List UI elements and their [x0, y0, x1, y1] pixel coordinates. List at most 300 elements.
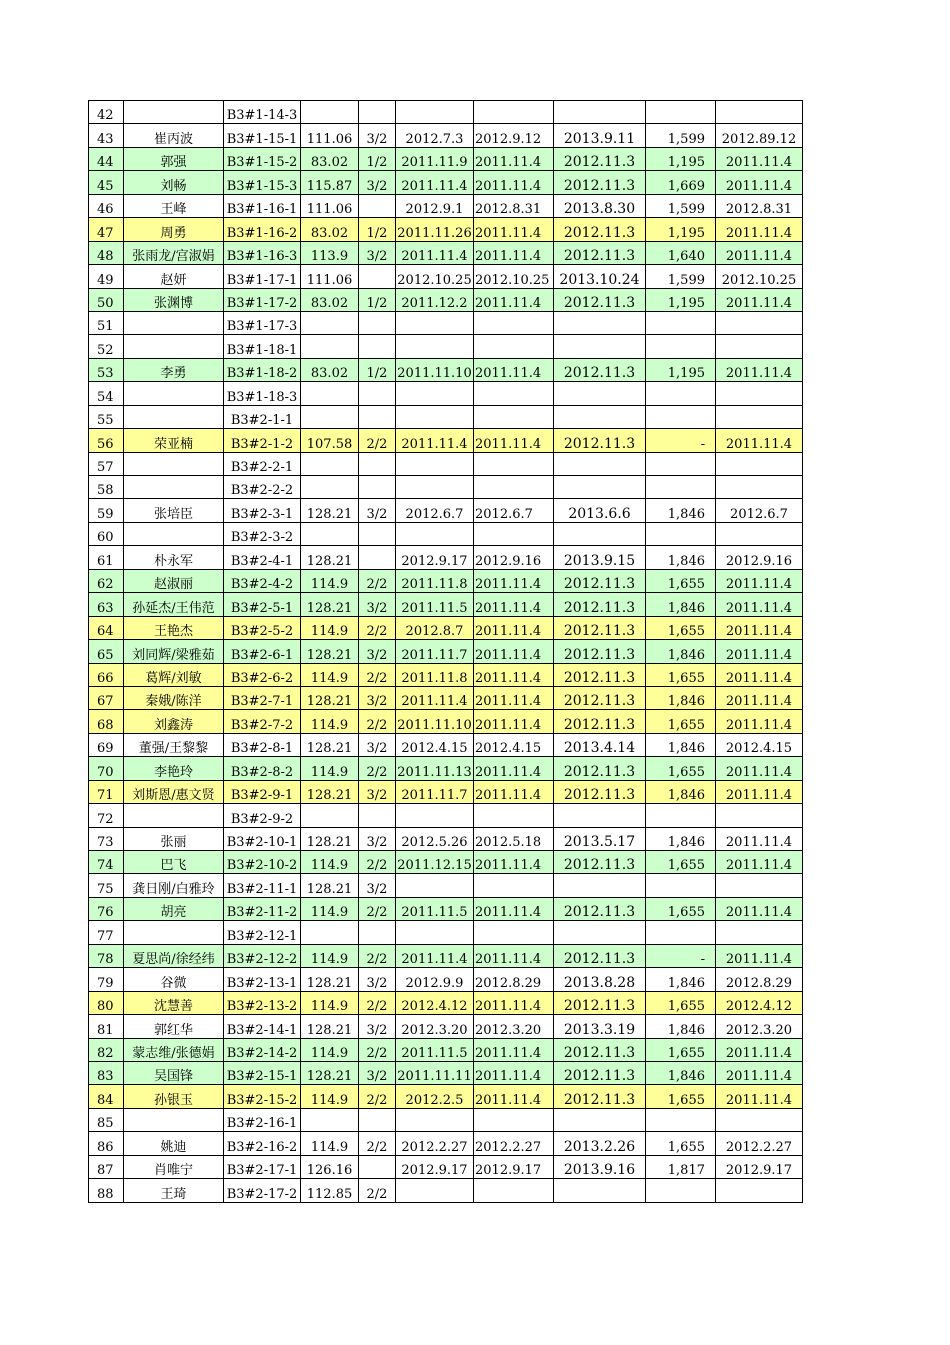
cell-date-from[interactable] [474, 452, 554, 475]
cell-area-value[interactable]: 115.87 [301, 171, 359, 194]
cell-amount[interactable]: 1,655 [646, 710, 716, 733]
cell-row-number[interactable]: 84 [89, 1085, 124, 1108]
cell-date-to[interactable]: 2012.11.3 [554, 663, 646, 686]
cell-date-from[interactable]: 2011.11.4 [474, 593, 554, 616]
cell-amount[interactable] [646, 921, 716, 944]
cell-date-to[interactable]: 2012.11.3 [554, 757, 646, 780]
cell-date-to[interactable]: 2012.11.3 [554, 686, 646, 709]
cell-amount[interactable]: - [646, 944, 716, 967]
cell-resident-name[interactable]: 刘畅 [124, 171, 224, 194]
cell-resident-name[interactable] [124, 921, 224, 944]
cell-date-from[interactable] [474, 311, 554, 334]
cell-date-start[interactable]: 2011.11.11 [396, 1061, 474, 1084]
cell-date-to[interactable]: 2012.11.3 [554, 429, 646, 452]
cell-date-from[interactable] [474, 476, 554, 499]
cell-date-start[interactable]: 2012.7.3 [396, 124, 474, 147]
cell-unit-number[interactable]: B3#2-2-2 [224, 476, 301, 499]
cell-area-value[interactable]: 128.21 [301, 968, 359, 991]
cell-room-type[interactable]: 2/2 [359, 991, 396, 1014]
cell-date-to[interactable]: 2013.9.16 [554, 1155, 646, 1178]
cell-date-last[interactable]: 2012.4.15 [716, 733, 803, 756]
cell-date-to[interactable]: 2012.11.3 [554, 1085, 646, 1108]
cell-unit-number[interactable]: B3#2-16-2 [224, 1132, 301, 1155]
cell-area-value[interactable]: 114.9 [301, 851, 359, 874]
cell-row-number[interactable]: 60 [89, 522, 124, 545]
cell-date-to[interactable]: 2013.3.19 [554, 1015, 646, 1038]
cell-unit-number[interactable]: B3#2-10-1 [224, 827, 301, 850]
cell-area-value[interactable]: 83.02 [301, 147, 359, 170]
cell-room-type[interactable]: 1/2 [359, 218, 396, 241]
cell-date-last[interactable]: 2011.11.4 [716, 710, 803, 733]
cell-amount[interactable] [646, 101, 716, 124]
cell-date-start[interactable]: 2012.9.9 [396, 968, 474, 991]
cell-area-value[interactable] [301, 405, 359, 428]
cell-amount[interactable]: 1,846 [646, 780, 716, 803]
cell-area-value[interactable]: 128.21 [301, 546, 359, 569]
cell-date-last[interactable]: 2012.4.12 [716, 991, 803, 1014]
cell-room-type[interactable] [359, 405, 396, 428]
cell-row-number[interactable]: 47 [89, 218, 124, 241]
cell-amount[interactable] [646, 452, 716, 475]
cell-unit-number[interactable]: B3#1-14-3 [224, 101, 301, 124]
cell-amount[interactable]: 1,846 [646, 546, 716, 569]
cell-date-from[interactable]: 2011.11.4 [474, 241, 554, 264]
cell-room-type[interactable]: 2/2 [359, 616, 396, 639]
cell-area-value[interactable]: 128.21 [301, 499, 359, 522]
cell-date-from[interactable] [474, 921, 554, 944]
cell-row-number[interactable]: 78 [89, 944, 124, 967]
cell-resident-name[interactable]: 王艳杰 [124, 616, 224, 639]
cell-row-number[interactable]: 55 [89, 405, 124, 428]
cell-amount[interactable]: 1,846 [646, 499, 716, 522]
cell-date-last[interactable]: 2011.11.4 [716, 593, 803, 616]
cell-area-value[interactable]: 113.9 [301, 241, 359, 264]
cell-resident-name[interactable]: 秦娥/陈洋 [124, 686, 224, 709]
cell-room-type[interactable]: 1/2 [359, 147, 396, 170]
cell-room-type[interactable]: 3/2 [359, 780, 396, 803]
cell-row-number[interactable]: 43 [89, 124, 124, 147]
cell-date-last[interactable]: 2012.10.25 [716, 265, 803, 288]
cell-resident-name[interactable]: 孙银玉 [124, 1085, 224, 1108]
cell-unit-number[interactable]: B3#2-11-1 [224, 874, 301, 897]
cell-area-value[interactable]: 114.9 [301, 991, 359, 1014]
cell-date-last[interactable] [716, 452, 803, 475]
cell-date-last[interactable] [716, 1179, 803, 1202]
cell-amount[interactable]: 1,655 [646, 897, 716, 920]
cell-date-last[interactable]: 2012.89.12 [716, 124, 803, 147]
cell-unit-number[interactable]: B3#2-1-2 [224, 429, 301, 452]
cell-date-last[interactable]: 2011.11.4 [716, 827, 803, 850]
cell-date-start[interactable]: 2011.12.2 [396, 288, 474, 311]
cell-date-start[interactable] [396, 804, 474, 827]
cell-area-value[interactable]: 111.06 [301, 124, 359, 147]
cell-resident-name[interactable] [124, 405, 224, 428]
cell-room-type[interactable] [359, 311, 396, 334]
cell-unit-number[interactable]: B3#2-9-1 [224, 780, 301, 803]
cell-row-number[interactable]: 56 [89, 429, 124, 452]
cell-area-value[interactable]: 107.58 [301, 429, 359, 452]
cell-amount[interactable] [646, 522, 716, 545]
cell-area-value[interactable]: 111.06 [301, 265, 359, 288]
cell-unit-number[interactable]: B3#2-15-2 [224, 1085, 301, 1108]
cell-amount[interactable]: 1,655 [646, 757, 716, 780]
cell-date-from[interactable]: 2011.11.4 [474, 1038, 554, 1061]
cell-area-value[interactable]: 128.21 [301, 686, 359, 709]
cell-resident-name[interactable] [124, 522, 224, 545]
cell-date-to[interactable] [554, 101, 646, 124]
cell-date-from[interactable] [474, 382, 554, 405]
cell-row-number[interactable]: 62 [89, 569, 124, 592]
cell-date-from[interactable] [474, 1108, 554, 1131]
cell-room-type[interactable]: 3/2 [359, 640, 396, 663]
cell-date-start[interactable]: 2012.9.17 [396, 546, 474, 569]
cell-unit-number[interactable]: B3#2-11-2 [224, 897, 301, 920]
cell-date-last[interactable] [716, 405, 803, 428]
cell-amount[interactable]: 1,846 [646, 686, 716, 709]
cell-date-start[interactable]: 2012.8.7 [396, 616, 474, 639]
cell-resident-name[interactable]: 巴飞 [124, 851, 224, 874]
cell-unit-number[interactable]: B3#1-15-3 [224, 171, 301, 194]
cell-date-start[interactable] [396, 921, 474, 944]
cell-amount[interactable]: 1,195 [646, 288, 716, 311]
cell-date-from[interactable]: 2011.11.4 [474, 686, 554, 709]
cell-room-type[interactable]: 3/2 [359, 827, 396, 850]
cell-date-from[interactable]: 2012.2.27 [474, 1132, 554, 1155]
cell-date-start[interactable]: 2011.11.9 [396, 147, 474, 170]
cell-date-from[interactable]: 2011.11.4 [474, 640, 554, 663]
cell-area-value[interactable]: 83.02 [301, 288, 359, 311]
cell-resident-name[interactable] [124, 382, 224, 405]
cell-date-to[interactable]: 2012.11.3 [554, 241, 646, 264]
cell-room-type[interactable]: 1/2 [359, 358, 396, 381]
cell-resident-name[interactable]: 李勇 [124, 358, 224, 381]
cell-date-from[interactable] [474, 405, 554, 428]
cell-date-to[interactable]: 2012.11.3 [554, 710, 646, 733]
cell-date-to[interactable]: 2012.11.3 [554, 897, 646, 920]
cell-date-start[interactable]: 2011.11.4 [396, 429, 474, 452]
cell-room-type[interactable] [359, 476, 396, 499]
cell-date-last[interactable] [716, 522, 803, 545]
cell-date-last[interactable]: 2011.11.4 [716, 288, 803, 311]
cell-amount[interactable]: 1,846 [646, 827, 716, 850]
cell-amount[interactable]: 1,655 [646, 1132, 716, 1155]
cell-area-value[interactable]: 114.9 [301, 569, 359, 592]
cell-resident-name[interactable] [124, 476, 224, 499]
cell-date-last[interactable]: 2011.11.4 [716, 241, 803, 264]
cell-room-type[interactable]: 2/2 [359, 851, 396, 874]
cell-date-start[interactable]: 2011.11.4 [396, 686, 474, 709]
cell-resident-name[interactable]: 刘斯恩/惠文贤 [124, 780, 224, 803]
cell-amount[interactable] [646, 874, 716, 897]
cell-area-value[interactable]: 128.21 [301, 733, 359, 756]
cell-date-to[interactable]: 2012.11.3 [554, 358, 646, 381]
cell-date-last[interactable]: 2011.11.4 [716, 640, 803, 663]
cell-unit-number[interactable]: B3#2-6-2 [224, 663, 301, 686]
cell-row-number[interactable]: 65 [89, 640, 124, 663]
cell-amount[interactable]: 1,655 [646, 616, 716, 639]
cell-date-to[interactable]: 2013.8.30 [554, 194, 646, 217]
cell-room-type[interactable] [359, 194, 396, 217]
cell-room-type[interactable]: 2/2 [359, 1132, 396, 1155]
cell-resident-name[interactable]: 董强/王黎黎 [124, 733, 224, 756]
cell-unit-number[interactable]: B3#2-3-2 [224, 522, 301, 545]
cell-room-type[interactable]: 2/2 [359, 1038, 396, 1061]
cell-date-last[interactable]: 2011.11.4 [716, 663, 803, 686]
cell-row-number[interactable]: 52 [89, 335, 124, 358]
cell-unit-number[interactable]: B3#1-16-2 [224, 218, 301, 241]
cell-date-from[interactable]: 2012.8.29 [474, 968, 554, 991]
cell-date-from[interactable]: 2011.11.4 [474, 429, 554, 452]
cell-date-start[interactable] [396, 1108, 474, 1131]
cell-date-last[interactable]: 2011.11.4 [716, 429, 803, 452]
cell-unit-number[interactable]: B3#2-4-2 [224, 569, 301, 592]
cell-amount[interactable]: 1,846 [646, 593, 716, 616]
cell-date-to[interactable]: 2013.6.6 [554, 499, 646, 522]
cell-resident-name[interactable]: 夏思尚/徐经纬 [124, 944, 224, 967]
cell-room-type[interactable] [359, 804, 396, 827]
cell-unit-number[interactable]: B3#1-16-1 [224, 194, 301, 217]
cell-row-number[interactable]: 85 [89, 1108, 124, 1131]
cell-amount[interactable]: 1,195 [646, 218, 716, 241]
cell-unit-number[interactable]: B3#2-7-2 [224, 710, 301, 733]
cell-amount[interactable]: 1,655 [646, 1038, 716, 1061]
cell-unit-number[interactable]: B3#2-16-1 [224, 1108, 301, 1131]
cell-date-last[interactable]: 2011.11.4 [716, 780, 803, 803]
cell-amount[interactable]: 1,599 [646, 124, 716, 147]
cell-resident-name[interactable]: 刘鑫涛 [124, 710, 224, 733]
cell-resident-name[interactable]: 荣亚楠 [124, 429, 224, 452]
cell-date-from[interactable]: 2011.11.4 [474, 897, 554, 920]
cell-unit-number[interactable]: B3#2-5-1 [224, 593, 301, 616]
cell-area-value[interactable] [301, 921, 359, 944]
cell-date-start[interactable]: 2012.2.27 [396, 1132, 474, 1155]
cell-resident-name[interactable] [124, 335, 224, 358]
cell-amount[interactable] [646, 476, 716, 499]
cell-date-last[interactable] [716, 101, 803, 124]
cell-row-number[interactable]: 68 [89, 710, 124, 733]
cell-date-from[interactable]: 2012.9.16 [474, 546, 554, 569]
cell-date-start[interactable]: 2012.3.20 [396, 1015, 474, 1038]
cell-amount[interactable]: 1,655 [646, 851, 716, 874]
cell-row-number[interactable]: 82 [89, 1038, 124, 1061]
cell-amount[interactable] [646, 335, 716, 358]
cell-date-start[interactable] [396, 452, 474, 475]
cell-date-start[interactable] [396, 1179, 474, 1202]
cell-amount[interactable]: 1,846 [646, 968, 716, 991]
cell-date-start[interactable] [396, 311, 474, 334]
cell-unit-number[interactable]: B3#2-14-1 [224, 1015, 301, 1038]
cell-area-value[interactable]: 128.21 [301, 640, 359, 663]
cell-unit-number[interactable]: B3#2-14-2 [224, 1038, 301, 1061]
cell-unit-number[interactable]: B3#1-18-1 [224, 335, 301, 358]
cell-date-to[interactable] [554, 921, 646, 944]
cell-amount[interactable]: 1,655 [646, 663, 716, 686]
cell-row-number[interactable]: 49 [89, 265, 124, 288]
cell-date-last[interactable] [716, 1108, 803, 1131]
cell-room-type[interactable]: 2/2 [359, 663, 396, 686]
cell-date-start[interactable]: 2011.11.10 [396, 358, 474, 381]
cell-date-to[interactable]: 2012.11.3 [554, 1038, 646, 1061]
cell-date-start[interactable] [396, 101, 474, 124]
cell-unit-number[interactable]: B3#1-18-3 [224, 382, 301, 405]
cell-date-start[interactable] [396, 476, 474, 499]
cell-date-from[interactable]: 2011.11.4 [474, 780, 554, 803]
cell-area-value[interactable]: 112.85 [301, 1179, 359, 1202]
cell-date-to[interactable] [554, 382, 646, 405]
cell-date-last[interactable]: 2011.11.4 [716, 757, 803, 780]
cell-room-type[interactable]: 3/2 [359, 593, 396, 616]
cell-row-number[interactable]: 63 [89, 593, 124, 616]
cell-room-type[interactable] [359, 101, 396, 124]
cell-amount[interactable] [646, 1179, 716, 1202]
cell-unit-number[interactable]: B3#1-18-2 [224, 358, 301, 381]
cell-area-value[interactable] [301, 335, 359, 358]
cell-amount[interactable]: 1,655 [646, 991, 716, 1014]
cell-area-value[interactable] [301, 311, 359, 334]
cell-amount[interactable]: 1,817 [646, 1155, 716, 1178]
cell-date-to[interactable]: 2012.11.3 [554, 218, 646, 241]
cell-unit-number[interactable]: B3#2-8-1 [224, 733, 301, 756]
cell-amount[interactable]: 1,655 [646, 569, 716, 592]
cell-room-type[interactable]: 3/2 [359, 686, 396, 709]
cell-area-value[interactable] [301, 804, 359, 827]
cell-area-value[interactable] [301, 382, 359, 405]
cell-date-to[interactable]: 2012.11.3 [554, 851, 646, 874]
cell-date-last[interactable]: 2011.11.4 [716, 358, 803, 381]
cell-date-last[interactable]: 2011.11.4 [716, 218, 803, 241]
cell-amount[interactable] [646, 804, 716, 827]
cell-row-number[interactable]: 64 [89, 616, 124, 639]
cell-date-from[interactable]: 2012.5.18 [474, 827, 554, 850]
cell-date-to[interactable]: 2013.4.14 [554, 733, 646, 756]
cell-date-to[interactable] [554, 522, 646, 545]
cell-room-type[interactable]: 2/2 [359, 1179, 396, 1202]
cell-date-start[interactable] [396, 382, 474, 405]
cell-date-start[interactable]: 2011.11.4 [396, 241, 474, 264]
cell-date-from[interactable]: 2011.11.4 [474, 663, 554, 686]
cell-date-last[interactable]: 2011.11.4 [716, 851, 803, 874]
cell-date-start[interactable]: 2012.4.12 [396, 991, 474, 1014]
cell-date-from[interactable]: 2012.4.15 [474, 733, 554, 756]
cell-row-number[interactable]: 54 [89, 382, 124, 405]
cell-date-from[interactable]: 2011.11.4 [474, 1061, 554, 1084]
cell-unit-number[interactable]: B3#2-2-1 [224, 452, 301, 475]
cell-area-value[interactable] [301, 522, 359, 545]
cell-date-start[interactable]: 2011.11.4 [396, 944, 474, 967]
cell-date-last[interactable] [716, 335, 803, 358]
cell-date-start[interactable]: 2011.11.5 [396, 593, 474, 616]
cell-room-type[interactable]: 3/2 [359, 241, 396, 264]
cell-date-last[interactable]: 2011.11.4 [716, 944, 803, 967]
cell-date-last[interactable]: 2011.11.4 [716, 147, 803, 170]
cell-area-value[interactable]: 114.9 [301, 1132, 359, 1155]
cell-date-to[interactable] [554, 405, 646, 428]
cell-date-last[interactable]: 2011.11.4 [716, 1061, 803, 1084]
cell-date-last[interactable] [716, 804, 803, 827]
cell-date-from[interactable]: 2012.10.25 [474, 265, 554, 288]
cell-amount[interactable]: 1,599 [646, 265, 716, 288]
cell-date-start[interactable]: 2011.11.8 [396, 569, 474, 592]
cell-room-type[interactable] [359, 1155, 396, 1178]
cell-date-start[interactable]: 2012.2.5 [396, 1085, 474, 1108]
cell-date-last[interactable]: 2011.11.4 [716, 616, 803, 639]
cell-date-last[interactable]: 2012.6.7 [716, 499, 803, 522]
cell-date-to[interactable]: 2012.11.3 [554, 640, 646, 663]
cell-room-type[interactable]: 1/2 [359, 288, 396, 311]
cell-resident-name[interactable]: 葛辉/刘敏 [124, 663, 224, 686]
cell-date-start[interactable] [396, 405, 474, 428]
cell-area-value[interactable] [301, 101, 359, 124]
cell-room-type[interactable] [359, 382, 396, 405]
cell-row-number[interactable]: 61 [89, 546, 124, 569]
cell-row-number[interactable]: 48 [89, 241, 124, 264]
cell-area-value[interactable]: 128.21 [301, 1015, 359, 1038]
cell-resident-name[interactable]: 肖唯宁 [124, 1155, 224, 1178]
cell-resident-name[interactable]: 张雨龙/宫淑娟 [124, 241, 224, 264]
cell-amount[interactable]: 1,846 [646, 733, 716, 756]
cell-room-type[interactable]: 2/2 [359, 569, 396, 592]
cell-date-to[interactable]: 2012.11.3 [554, 288, 646, 311]
cell-unit-number[interactable]: B3#2-3-1 [224, 499, 301, 522]
cell-date-last[interactable]: 2011.11.4 [716, 897, 803, 920]
cell-area-value[interactable]: 128.21 [301, 780, 359, 803]
cell-unit-number[interactable]: B3#2-6-1 [224, 640, 301, 663]
cell-resident-name[interactable]: 姚迪 [124, 1132, 224, 1155]
cell-amount[interactable]: 1,669 [646, 171, 716, 194]
cell-date-from[interactable]: 2011.11.4 [474, 358, 554, 381]
cell-amount[interactable] [646, 311, 716, 334]
cell-date-last[interactable] [716, 476, 803, 499]
cell-date-from[interactable]: 2011.11.4 [474, 851, 554, 874]
cell-date-from[interactable]: 2011.11.4 [474, 710, 554, 733]
cell-resident-name[interactable]: 胡亮 [124, 897, 224, 920]
cell-date-start[interactable]: 2012.9.1 [396, 194, 474, 217]
cell-area-value[interactable]: 128.21 [301, 874, 359, 897]
cell-area-value[interactable]: 83.02 [301, 358, 359, 381]
cell-row-number[interactable]: 72 [89, 804, 124, 827]
cell-resident-name[interactable]: 王琦 [124, 1179, 224, 1202]
cell-resident-name[interactable]: 郭红华 [124, 1015, 224, 1038]
cell-room-type[interactable] [359, 522, 396, 545]
cell-resident-name[interactable]: 刘同辉/梁雅茹 [124, 640, 224, 663]
cell-row-number[interactable]: 77 [89, 921, 124, 944]
cell-resident-name[interactable]: 沈慧善 [124, 991, 224, 1014]
cell-resident-name[interactable] [124, 452, 224, 475]
cell-room-type[interactable]: 3/2 [359, 733, 396, 756]
cell-room-type[interactable]: 2/2 [359, 944, 396, 967]
cell-area-value[interactable]: 111.06 [301, 194, 359, 217]
cell-resident-name[interactable] [124, 311, 224, 334]
cell-date-from[interactable]: 2012.6.7 [474, 499, 554, 522]
cell-room-type[interactable]: 2/2 [359, 710, 396, 733]
cell-date-start[interactable] [396, 335, 474, 358]
cell-resident-name[interactable]: 张渊博 [124, 288, 224, 311]
cell-date-start[interactable]: 2011.11.5 [396, 1038, 474, 1061]
cell-room-type[interactable]: 2/2 [359, 757, 396, 780]
cell-room-type[interactable]: 2/2 [359, 429, 396, 452]
cell-date-start[interactable]: 2011.11.4 [396, 171, 474, 194]
cell-date-last[interactable]: 2012.2.27 [716, 1132, 803, 1155]
cell-date-to[interactable] [554, 1179, 646, 1202]
cell-date-last[interactable]: 2012.8.31 [716, 194, 803, 217]
cell-row-number[interactable]: 45 [89, 171, 124, 194]
cell-area-value[interactable]: 126.16 [301, 1155, 359, 1178]
cell-resident-name[interactable]: 赵妍 [124, 265, 224, 288]
cell-unit-number[interactable]: B3#2-1-1 [224, 405, 301, 428]
cell-row-number[interactable]: 67 [89, 686, 124, 709]
cell-row-number[interactable]: 87 [89, 1155, 124, 1178]
cell-row-number[interactable]: 86 [89, 1132, 124, 1155]
